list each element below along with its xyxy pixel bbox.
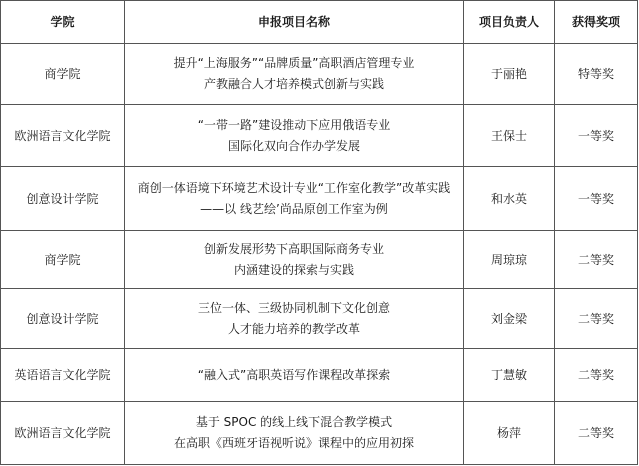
award-cell: 一等奖 bbox=[555, 105, 638, 167]
project-line: 国际化双向合作办学发展 bbox=[227, 138, 360, 153]
project-line: 基于 SPOC 的线上线下混合教学模式 bbox=[195, 415, 393, 429]
table-row bbox=[1, 349, 638, 402]
project-line: “融入式”高职英语写作课程改革探索 bbox=[197, 367, 391, 382]
project-line: 内涵建设的探索与实践 bbox=[233, 262, 354, 277]
project-line: “一带一路”建设推动下应用俄语专业 bbox=[197, 117, 391, 132]
table-row bbox=[1, 44, 638, 105]
project-line: 在高职《西班牙语视听说》课程中的应用初探 bbox=[173, 436, 414, 450]
project-cell bbox=[125, 167, 464, 231]
college-cell: 欧洲语言文化学院 bbox=[1, 105, 125, 167]
leader-cell: 和水英 bbox=[464, 167, 555, 231]
project-line: 三位一体、三级协同机制下文化创意 bbox=[197, 300, 390, 315]
college-cell: 商学院 bbox=[1, 44, 125, 105]
table-row bbox=[1, 105, 638, 167]
project-line: 产教融合人才培养模式创新与实践 bbox=[203, 77, 384, 91]
header-award: 获得奖项 bbox=[555, 1, 638, 44]
leader-cell: 刘金梁 bbox=[464, 289, 555, 349]
table-row bbox=[1, 167, 638, 231]
project-cell bbox=[125, 402, 464, 465]
project-line: 提升“上海服务”“品牌质量”高职酒店管理专业 bbox=[173, 56, 415, 70]
leader-cell: 周琼琼 bbox=[464, 231, 555, 289]
project-line: 人才能力培养的教学改革 bbox=[227, 321, 360, 336]
project-cell bbox=[125, 105, 464, 167]
header-project: 申报项目名称 bbox=[125, 1, 464, 44]
leader-cell: 杨萍 bbox=[464, 402, 555, 465]
project-cell bbox=[125, 44, 464, 105]
project-line: 创新发展形势下高职国际商务专业 bbox=[203, 241, 384, 256]
leader-cell: 王保士 bbox=[464, 105, 555, 167]
header-leader: 项目负责人 bbox=[464, 1, 555, 44]
college-cell: 创意设计学院 bbox=[1, 167, 125, 231]
college-cell: 商学院 bbox=[1, 231, 125, 289]
leader-cell: 于丽艳 bbox=[464, 44, 555, 105]
table-row bbox=[1, 231, 638, 289]
project-line: ——以 线艺绘’尚品原创工作室为例 bbox=[200, 201, 388, 216]
award-cell: 二等奖 bbox=[555, 349, 638, 402]
table-row bbox=[1, 402, 638, 465]
header-row bbox=[1, 1, 638, 44]
header-college: 学院 bbox=[1, 1, 125, 44]
project-cell bbox=[125, 289, 464, 349]
project-line: 商创一体语境下环境艺术设计专业“工作室化教学”改革实践 bbox=[137, 180, 451, 195]
college-cell: 欧洲语言文化学院 bbox=[1, 402, 125, 465]
project-cell bbox=[125, 349, 464, 402]
award-cell: 二等奖 bbox=[555, 289, 638, 349]
award-cell: 二等奖 bbox=[555, 231, 638, 289]
award-cell: 一等奖 bbox=[555, 167, 638, 231]
leader-cell: 丁慧敏 bbox=[464, 349, 555, 402]
award-cell: 特等奖 bbox=[555, 44, 638, 105]
award-cell: 二等奖 bbox=[555, 402, 638, 465]
project-cell bbox=[125, 231, 464, 289]
table-row bbox=[1, 289, 638, 349]
college-cell: 英语语言文化学院 bbox=[1, 349, 125, 402]
college-cell: 创意设计学院 bbox=[1, 289, 125, 349]
